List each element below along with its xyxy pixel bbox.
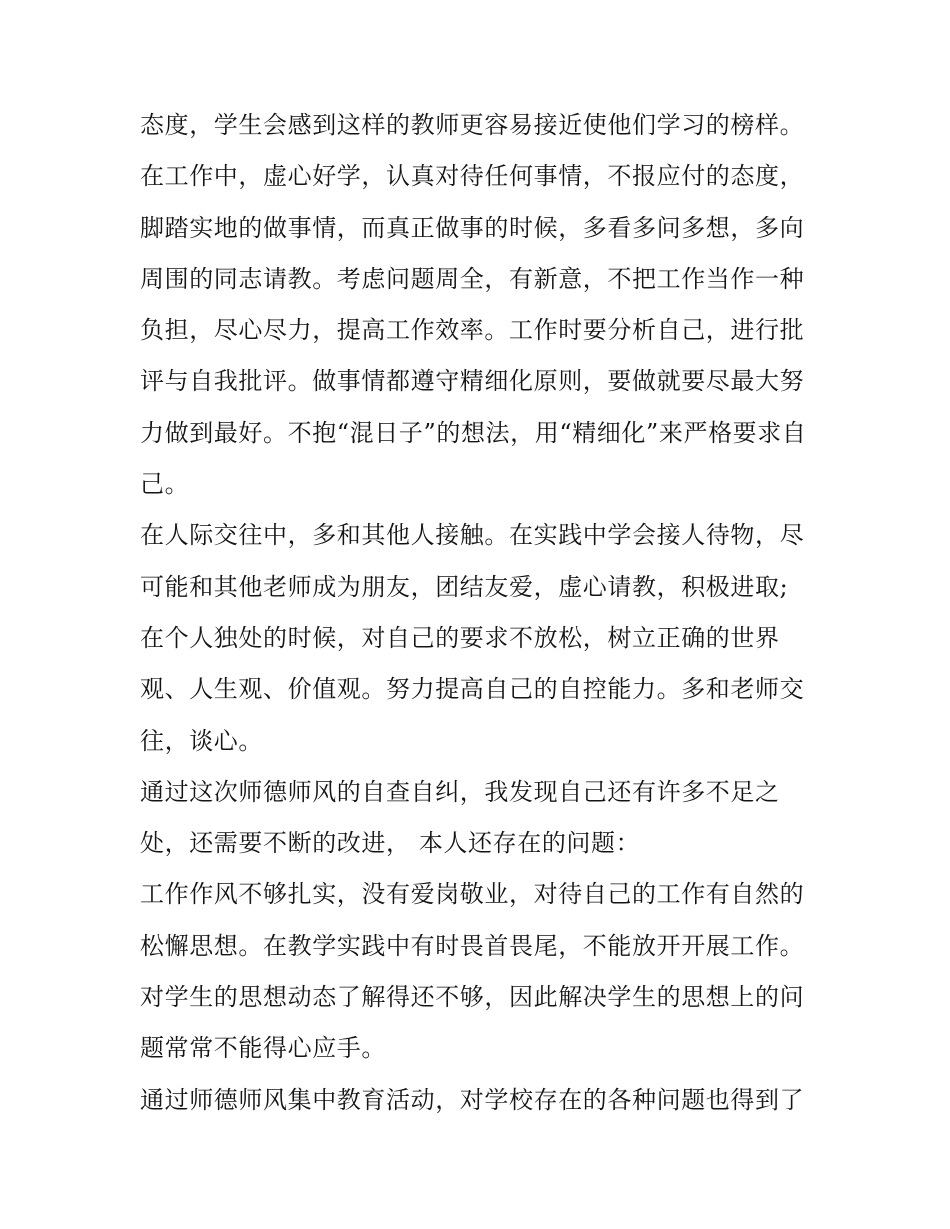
text-line: 在个人独处的时候，对自己的要求不放松，树立正确的世界 <box>140 623 780 652</box>
text-line: 脚踏实地的做事情，而真正做事的时候，多看多问多想，多向 <box>140 213 805 242</box>
text-line: 松懈思想。在教学实践中有时畏首畏尾，不能放开开展工作。 <box>140 931 805 960</box>
text-line: 对学生的思想动态了解得还不够，因此解决学生的思想上的问 <box>140 983 805 1012</box>
text-line: 观、人生观、价值观。努力提高自己的自控能力。多和老师交 <box>140 675 805 704</box>
text-line: 在人际交往中，多和其他人接触。在实践中学会接人待物，尽 <box>140 521 805 550</box>
text-line: 负担，尽心尽力，提高工作效率。工作时要分析自己，进行批 <box>140 316 805 345</box>
text-line: 处，还需要不断的改进， 本人还存在的问题： <box>140 829 641 858</box>
text-line: 态度，学生会感到这样的教师更容易接近使他们学习的榜样。 <box>140 111 805 139</box>
text-line: 在工作中，虚心好学，认真对待任何事情，不报应付的态度， <box>140 162 805 191</box>
text-line: 工作作风不够扎实，没有爱岗敬业，对待自己的工作有自然的 <box>140 880 805 909</box>
body-text <box>140 100 820 1126</box>
text-line: 通过这次师德师风的自查自纠，我发现自己还有许多不足之 <box>140 777 780 806</box>
text-line: 己。 <box>140 470 190 499</box>
text-line: 可能和其他老师成为朋友，团结友爱，虚心请教，积极进取; <box>140 572 789 601</box>
text-line: 通过师德师风集中教育活动，对学校存在的各种问题也得到了 <box>140 1085 805 1114</box>
text-line: 评与自我批评。做事情都遵守精细化原则，要做就要尽最大努 <box>140 367 805 396</box>
text-line: 力做到最好。不抱“混日子”的想法，用“精细化”来严格要求自 <box>140 418 807 447</box>
text-line: 题常常不能得心应手。 <box>140 1034 386 1063</box>
text-line: 周围的同志请教。考虑问题周全，有新意，不把工作当作一种 <box>140 264 805 293</box>
text-line: 往，谈心。 <box>140 726 263 755</box>
